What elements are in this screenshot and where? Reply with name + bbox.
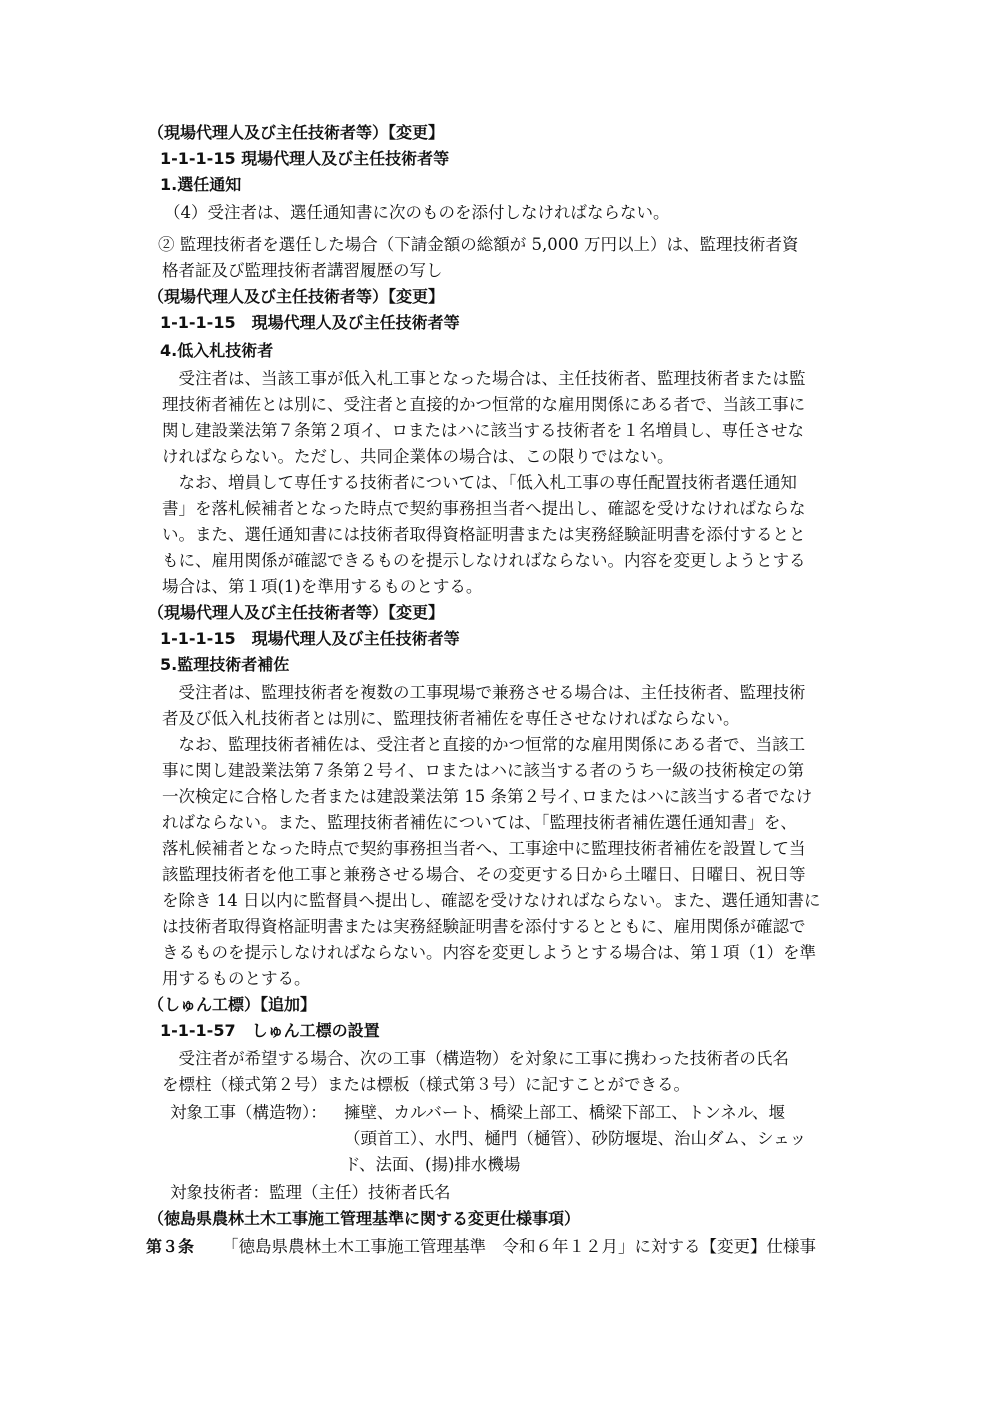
item-heading: 5.監理技術者補佐 <box>160 655 290 674</box>
article-title: 1-1-1-15 現場代理人及び主任技術者等 <box>160 313 460 332</box>
body-line: い。また、選任通知書には技術者取得資格証明書または実務経験証明書を添付するとと <box>162 525 806 544</box>
article-title: 1-1-1-57 しゅん工標の設置 <box>160 1021 380 1040</box>
body-line: ればならない。また、監理技術者補佐については、「監理技術者補佐選任通知書」を、 <box>162 813 797 832</box>
body-line: 格者証及び監理技術者講習履歴の写し <box>162 261 443 280</box>
body-line: 関し建設業法第７条第２項イ、ロまたはハに該当する技術者を１名増員し、専任させな <box>162 421 805 440</box>
section-header: （現場代理人及び主任技術者等）【変更】 <box>148 123 445 142</box>
section-header: （しゅん工標）【追加】 <box>148 995 317 1014</box>
body-line: 受注者は、監理技術者を複数の工事現場で兼務させる場合は、主任技術者、監理技術 <box>162 683 806 702</box>
body-line: 者及び低入札技術者とは別に、監理技術者補佐を専任させなければならない。 <box>162 709 740 728</box>
body-line: ② 監理技術者を選任した場合（下請金額の総額が 5,000 万円以上）は、監理技術者資 <box>158 235 799 254</box>
section-header: （徳島県農林土木工事施工管理基準に関する変更仕様事項） <box>148 1209 581 1228</box>
body-line: 場合は、第１項(1)を準用するものとする。 <box>162 577 483 596</box>
article-text: 「徳島県農林土木工事施工管理基準 令和６年１２月」に対する【変更】仕様事 <box>222 1237 816 1256</box>
body-line: 用するものとする。 <box>162 969 311 988</box>
article-title: 1-1-1-15 現場代理人及び主任技術者等 <box>160 149 450 168</box>
article-number: 第３条 <box>146 1237 195 1256</box>
target-line: 擁壁、カルバート、橋梁上部工、橋梁下部工、トンネル、堰 <box>344 1103 786 1122</box>
body-line: を標柱（様式第２号）または標板（様式第３号）に記すことができる。 <box>162 1075 690 1094</box>
section-header: （現場代理人及び主任技術者等）【変更】 <box>148 603 445 622</box>
body-line: 該監理技術者を他工事と兼務させる場合、その変更する日から土曜日、日曜日、祝日等 <box>162 865 806 884</box>
body-line: 書」を落札候補者となった時点で契約事務担当者へ提出し、確認を受けなければならな <box>162 499 806 518</box>
body-line: なお、増員して専任する技術者については、「低入札工事の専任配置技術者選任通知 <box>162 473 797 492</box>
body-line: 落札候補者となった時点で契約事務担当者へ、工事途中に監理技術者補佐を設置して当 <box>162 839 806 858</box>
body-line: もに、雇用関係が確認できるものを提示しなければならない。内容を変更しようとする <box>162 551 806 570</box>
sub-item-text: （4）受注者は、選任通知書に次のものを添付しなければならない。 <box>164 203 670 222</box>
body-line: 理技術者補佐とは別に、受注者と直接的かつ恒常的な雇用関係にある者で、当該工事に <box>162 395 806 414</box>
target-line: （頭首工）、水門、樋門（樋管）、砂防堰堤、治山ダム、シェッ <box>344 1129 807 1148</box>
article-title: 1-1-1-15 現場代理人及び主任技術者等 <box>160 629 460 648</box>
target-engineer: 対象技術者：監理（主任）技術者氏名 <box>170 1183 451 1202</box>
body-line: 事に関し建設業法第７条第２号イ、ロまたはハに該当する者のうち一級の技術検定の第 <box>162 761 805 780</box>
item-heading: 1.選任通知 <box>160 175 242 194</box>
target-label: 対象工事（構造物）： <box>170 1103 327 1122</box>
item-heading: 4.低入札技術者 <box>160 341 274 360</box>
body-line: は技術者取得資格証明書または実務経験証明書を添付するとともに、雇用関係が確認で <box>162 917 806 936</box>
body-line: 一次検定に合格した者または建設業法第 15 条第２号イ､ロまたはハに該当する者でなけ <box>162 787 813 806</box>
body-line: 受注者が希望する場合、次の工事（構造物）を対象に工事に携わった技術者の氏名 <box>162 1049 789 1068</box>
body-line: きるものを提示しなければならない。内容を変更しようとする場合は、第１項（1）を準 <box>162 943 816 962</box>
target-line: ド、法面、(揚)排水機場 <box>344 1155 521 1174</box>
section-header: （現場代理人及び主任技術者等）【変更】 <box>148 287 445 306</box>
body-line: 受注者は、当該工事が低入札工事となった場合は、主任技術者、監理技術者または監 <box>162 369 806 388</box>
body-line: ければならない。ただし、共同企業体の場合は、この限りではない。 <box>162 447 674 466</box>
body-line: を除き 14 日以内に監督員へ提出し、確認を受けなければならない。また、選任通知書に <box>162 891 821 910</box>
body-line: なお、監理技術者補佐は、受注者と直接的かつ恒常的な雇用関係にある者で、当該工 <box>162 735 806 754</box>
